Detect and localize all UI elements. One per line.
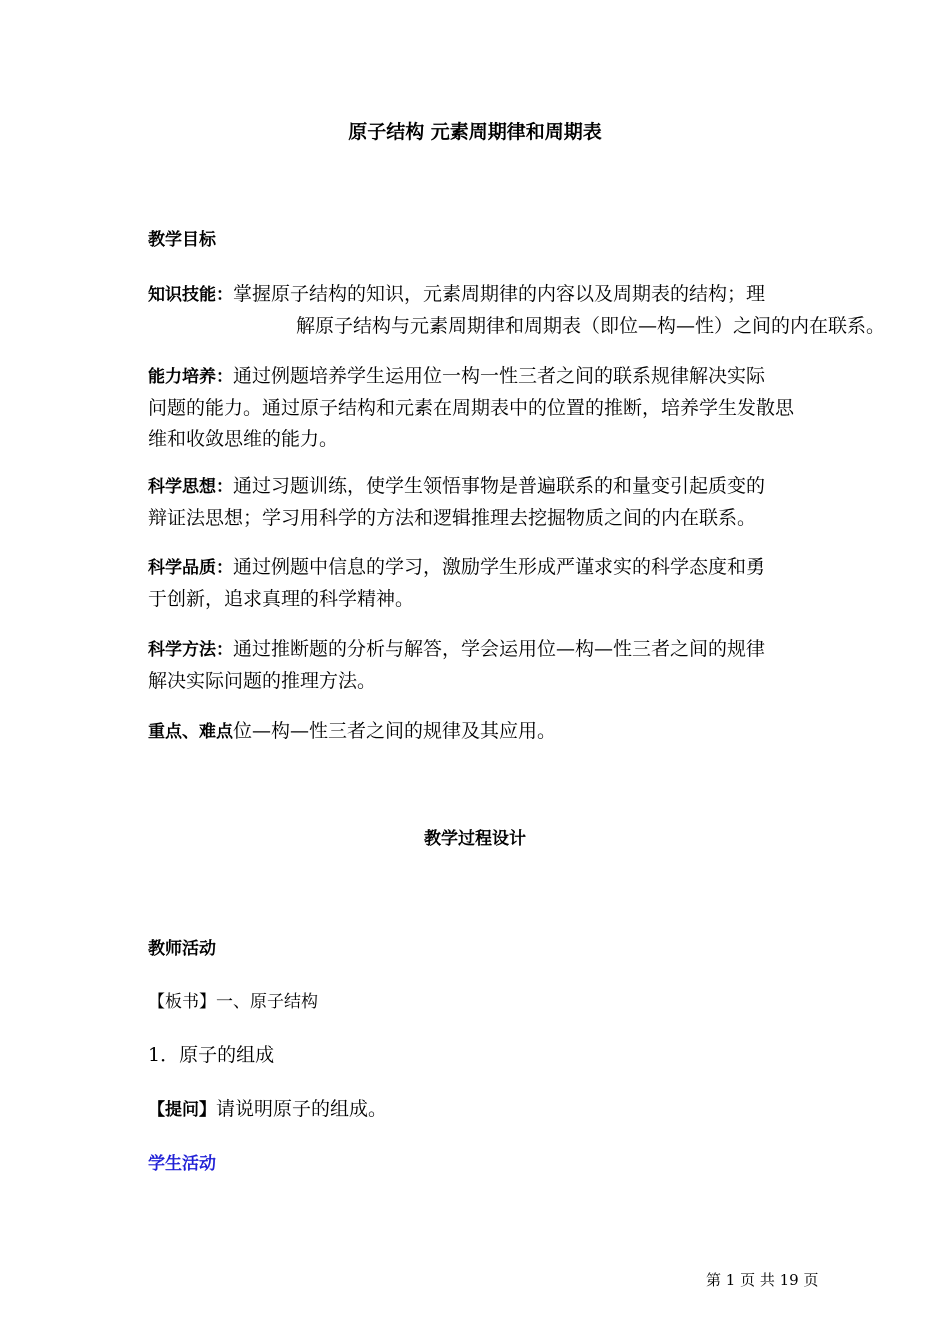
objective-method [148, 634, 848, 697]
objective-text: 问题的能力。通过原子结构和元素在周期表中的位置的推断，培养学生发散思 [148, 397, 795, 419]
item-atom-composition: 1．原子的组成 [148, 1044, 275, 1066]
objectives-heading: 教学目标 [148, 230, 216, 250]
process-heading: 教学过程设计 [424, 829, 526, 849]
objective-knowledge [148, 279, 886, 342]
question-label: 【提问】 [148, 1100, 216, 1120]
objective-text: 通过例题培养学生运用位一构一性三者之间的联系规律解决实际 [233, 365, 766, 387]
objective-text: 辩证法思想；学习用科学的方法和逻辑推理去挖掘物质之间的内在联系。 [148, 507, 757, 529]
objective-text: 通过例题中信息的学习，激励学生形成严谨求实的科学态度和勇 [233, 556, 766, 578]
page-footer: 第 1 页 共 19 页 [706, 1271, 819, 1289]
teacher-heading: 教师活动 [148, 939, 216, 959]
objective-text: 解决实际问题的推理方法。 [148, 670, 377, 692]
objective-text: 通过习题训练，使学生领悟事物是普遍联系的和量变引起质变的 [233, 475, 766, 497]
objective-text: 解原子结构与元素周期律和周期表（即位—构—性）之间的内在联系。 [296, 315, 886, 337]
board-line [148, 991, 318, 1013]
board-text: 一、原子结构 [216, 992, 318, 1012]
objective-quality [148, 552, 848, 615]
question-text: 请说明原子的组成。 [216, 1098, 388, 1120]
objective-label: 能力培养： [148, 367, 233, 387]
question-line [148, 1097, 387, 1122]
objective-keypoints [148, 716, 848, 748]
objective-ability [148, 361, 848, 455]
objective-text: 于创新，追求真理的科学精神。 [148, 588, 415, 610]
objective-text: 掌握原子结构的知识，元素周期律的内容以及周期表的结构；理 [233, 283, 766, 305]
objective-text: 维和收敛思维的能力。 [148, 428, 339, 450]
student-heading: 学生活动 [148, 1154, 216, 1174]
objective-label: 科学方法： [148, 640, 233, 660]
objective-label: 科学品质： [148, 558, 233, 578]
board-label: 【板书】 [148, 992, 216, 1012]
objective-label: 知识技能： [148, 285, 233, 305]
objective-text: 通过推断题的分析与解答，学会运用位—构—性三者之间的规律 [233, 638, 766, 660]
objective-label: 科学思想： [148, 477, 233, 497]
objective-text: 位—构—性三者之间的规律及其应用。 [233, 720, 557, 742]
objective-label: 重点、难点 [148, 722, 233, 742]
objective-thought [148, 471, 848, 534]
document-title: 原子结构 元素周期律和周期表 [348, 121, 602, 143]
